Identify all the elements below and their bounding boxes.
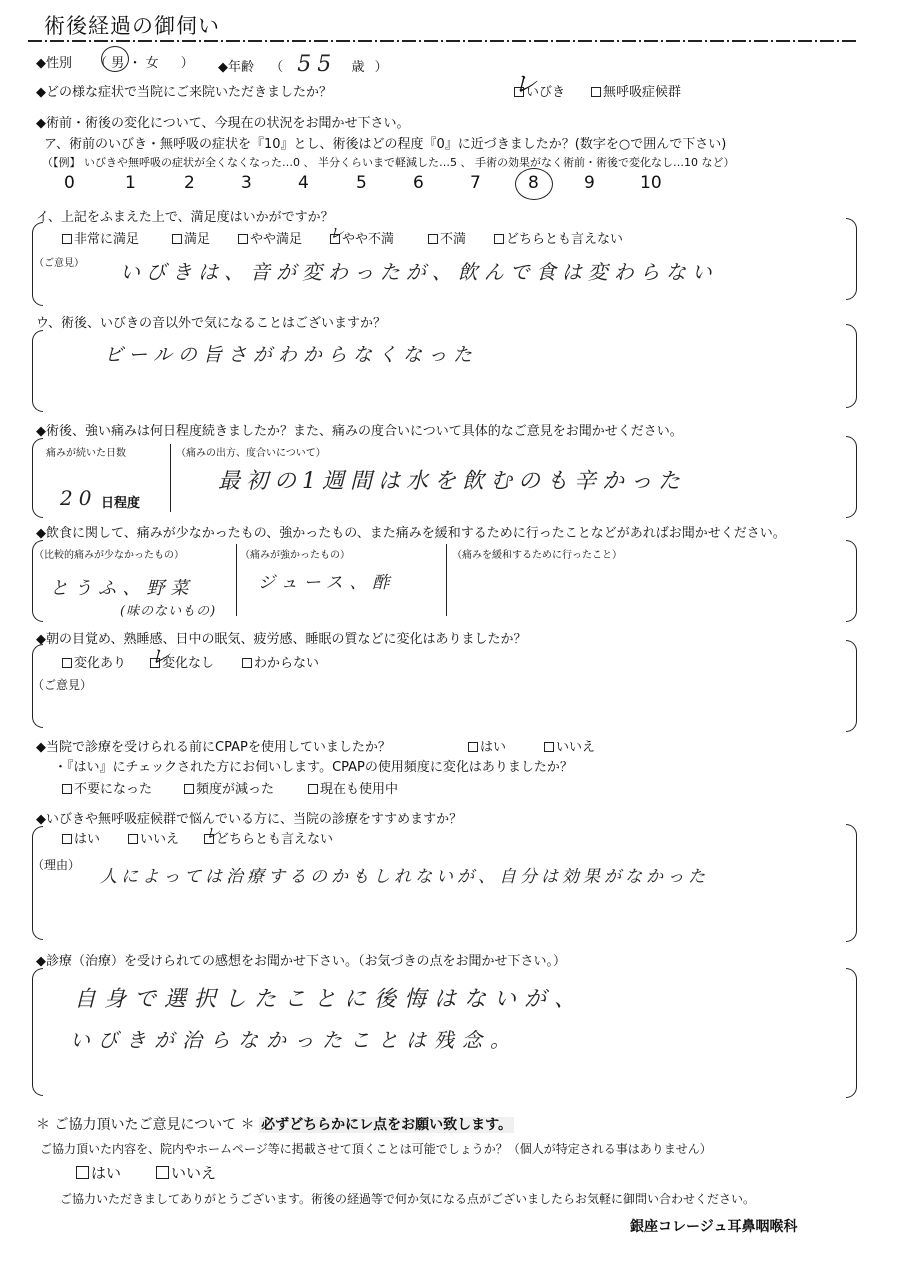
satisfaction-option-neither[interactable] bbox=[494, 228, 623, 247]
cpap-question: ◆当院で診療を受けられる前にCPAPを使用していましたか？ bbox=[36, 740, 391, 755]
checkbox[interactable] bbox=[172, 234, 182, 244]
scale-selection-circle bbox=[515, 168, 553, 200]
impression-answer-line1[interactable]: 自身で選択したことに後悔はないが、 bbox=[74, 987, 585, 1012]
scale-7[interactable]: 7 bbox=[470, 173, 481, 193]
other-bracket-left bbox=[32, 330, 43, 412]
checkbox[interactable] bbox=[128, 834, 138, 844]
checkbox[interactable] bbox=[238, 234, 248, 244]
food-col1-label: （比較的痛みが少なかったもの） bbox=[34, 550, 184, 561]
pain-days-value[interactable]: 20 bbox=[60, 486, 98, 510]
option-label: 変化なし bbox=[162, 656, 215, 671]
option-label: わからない bbox=[254, 656, 320, 671]
sleep-option-changed[interactable] bbox=[62, 652, 126, 671]
food-col2-label: （痛みが強かったもの） bbox=[240, 550, 350, 561]
food-divider-2 bbox=[446, 544, 447, 616]
food-col2-answer[interactable]: ジュース、酢 bbox=[258, 573, 396, 593]
recommend-reason-label: （理由） bbox=[32, 858, 81, 872]
option-label: 不要になった bbox=[74, 782, 153, 797]
impression-question: ◆診療（治療）を受けられての感想をお聞かせ下さい。（お気づきの点をお聞かせ下さい。） bbox=[36, 954, 566, 969]
checkbox[interactable] bbox=[184, 784, 194, 794]
food-divider-1 bbox=[236, 544, 237, 616]
cooperation-heading bbox=[36, 1114, 514, 1134]
checkbox[interactable] bbox=[428, 234, 438, 244]
recommend-reason[interactable]: 人によっては治療するのかもしれないが、自分は効果がなかった bbox=[100, 867, 709, 887]
checkbox[interactable] bbox=[156, 1166, 169, 1179]
recommend-option-yes[interactable] bbox=[62, 828, 100, 847]
checkbox[interactable] bbox=[76, 1166, 89, 1179]
scale-8[interactable]: 8 bbox=[528, 173, 539, 193]
check-mark: レ bbox=[205, 824, 221, 842]
recommend-question: ◆いびきや無呼吸症候群で悩んでいる方に、当院の診療をすすめますか？ bbox=[36, 812, 463, 827]
food-col1-answer-note[interactable]: (味のないもの) bbox=[120, 604, 217, 619]
pain-detail-label: （痛みの出方、度合いについて） bbox=[176, 448, 326, 459]
cpap-subquestion: ・『はい』にチェックされた方にお伺いします。CPAPの使用頻度に変化はありましたか？ bbox=[54, 760, 573, 775]
satisfaction-opinion[interactable]: いびきは、音が変わったが、飲んで食は変わらない bbox=[120, 260, 718, 284]
sex-label: ◆性別 bbox=[36, 56, 72, 71]
sex-option-male[interactable]: 男 bbox=[111, 56, 125, 71]
cooperation-question: ご協力頂いた内容を、院内やホームページ等に掲載させて頂くことは可能でしょうか？（個人が特定される事はありません） bbox=[40, 1142, 712, 1156]
checkbox[interactable] bbox=[494, 234, 504, 244]
page-title: 術後経過の御伺い bbox=[44, 14, 220, 38]
checkbox[interactable] bbox=[591, 87, 601, 97]
food-col3-label: （痛みを緩和するために行ったこと） bbox=[452, 550, 622, 561]
symptom-question: ◆どの様な症状で当院にご来院いただきましたか？ bbox=[36, 85, 332, 100]
scale-2[interactable]: 2 bbox=[184, 173, 195, 193]
scale-3[interactable]: 3 bbox=[241, 173, 252, 193]
other-bracket-right bbox=[846, 324, 857, 408]
satisfaction-option-somewhat-satisfied[interactable] bbox=[238, 228, 302, 247]
cpap-option-yes[interactable] bbox=[468, 736, 506, 755]
sex-option-female[interactable]: 女 bbox=[145, 56, 159, 71]
sleep-opinion-label: （ご意見） bbox=[32, 678, 93, 692]
cooperation-option-yes[interactable] bbox=[76, 1162, 121, 1183]
clinic-name: 銀座コレージュ耳鼻咽喉科 bbox=[630, 1219, 798, 1235]
pain-divider bbox=[170, 444, 171, 512]
title-underline bbox=[28, 38, 858, 44]
checkbox[interactable] bbox=[62, 834, 72, 844]
food-bracket-right bbox=[846, 540, 857, 622]
option-label: 変化あり bbox=[74, 656, 127, 671]
option-label: どちらとも言えない bbox=[216, 832, 334, 847]
scale-0[interactable]: 0 bbox=[64, 173, 75, 193]
pain-bracket-right bbox=[846, 436, 857, 518]
satisfaction-opinion-label: （ご意見） bbox=[34, 258, 84, 269]
scale-9[interactable]: 9 bbox=[584, 173, 595, 193]
satisfaction-bracket-right bbox=[846, 218, 857, 300]
recommend-bracket-left bbox=[32, 826, 43, 940]
checkbox[interactable] bbox=[62, 234, 72, 244]
impression-bracket-right bbox=[846, 968, 857, 1098]
option-label: 不満 bbox=[440, 232, 467, 247]
cpap-option-no[interactable] bbox=[544, 736, 595, 755]
pain-bracket-left bbox=[32, 438, 43, 518]
option-label: やや満足 bbox=[250, 232, 303, 247]
checkbox[interactable] bbox=[62, 784, 72, 794]
option-label: はい bbox=[74, 832, 101, 847]
check-mark: レ bbox=[513, 70, 537, 98]
age-open: （ bbox=[270, 60, 284, 75]
checkbox[interactable] bbox=[242, 658, 252, 668]
impression-answer-line2[interactable]: いびきが治らなかったことは残念。 bbox=[70, 1028, 518, 1052]
cooperation-heading-text: ＊ ご協力頂いたご意見について ＊ bbox=[36, 1117, 255, 1133]
change-question-intro: ◆術前・術後の変化について、今現在の状況をお聞かせ下さい。 bbox=[36, 116, 410, 131]
age-label: ◆年齢 bbox=[218, 60, 254, 75]
sex-open: （ bbox=[94, 56, 108, 71]
other-concerns-question: ウ、術後、いびきの音以外で気になることはございますか？ bbox=[36, 316, 386, 331]
pain-days-unit: 日程度 bbox=[101, 496, 141, 511]
cooperation-heading-emphasis: 必ずどちらかにレ点をお願い致します。 bbox=[261, 1117, 512, 1133]
option-label: やや不満 bbox=[342, 232, 395, 247]
satisfaction-option-dissatisfied[interactable] bbox=[428, 228, 466, 247]
checkbox[interactable] bbox=[544, 742, 554, 752]
sex-selection-circle bbox=[101, 46, 129, 72]
scale-4[interactable]: 4 bbox=[298, 173, 309, 193]
satisfaction-option-very-satisfied[interactable] bbox=[62, 228, 139, 247]
age-value[interactable]: 55 bbox=[297, 52, 338, 77]
sex-separator: ・ bbox=[128, 56, 142, 71]
satisfaction-question: イ、上記をふまえた上で、満足度はいかがですか？ bbox=[36, 210, 334, 225]
sleep-question: ◆朝の目覚め、熟睡感、日中の眠気、疲労感、睡眠の質などに変化はありましたか？ bbox=[36, 632, 527, 647]
age-field bbox=[218, 52, 388, 77]
checkbox[interactable] bbox=[468, 742, 478, 752]
cpap-option-still-using[interactable] bbox=[308, 778, 398, 797]
pain-days-label: 痛みが続いた日数 bbox=[46, 448, 126, 459]
option-label: いいえ bbox=[171, 1164, 217, 1182]
option-label: いいえ bbox=[140, 832, 180, 847]
check-mark: レ bbox=[150, 644, 170, 668]
option-label: どちらとも言えない bbox=[506, 232, 624, 247]
age-unit: 歳 bbox=[351, 60, 365, 75]
check-mark: レ bbox=[329, 224, 345, 242]
symptom-option-snoring-label: いびき bbox=[526, 85, 566, 100]
scale-10[interactable]: 10 bbox=[640, 173, 662, 193]
change-example: （【例】 いびきや無呼吸の症状が全くなくなった…0 、 半分くらいまで軽減した…5 、 手術の効果がなく術前・術後で変化なし…10 など） bbox=[42, 156, 735, 169]
impression-bracket-left bbox=[32, 968, 43, 1096]
change-question: ア、術前のいびき・無呼吸の症状を『10』とし、術後はどの程度『0』に近づきましたか？(数字を○で囲んで下さい) bbox=[44, 137, 727, 152]
option-label: 現在も使用中 bbox=[320, 782, 399, 797]
food-question: ◆飲食に関して、痛みが少なかったもの、強かったもの、また痛みを緩和するために行ったことなどがあればお聞かせください。 bbox=[36, 526, 786, 541]
pain-detail[interactable]: 最初の1週間は水を飲むのも辛かった bbox=[218, 469, 686, 494]
sleep-option-unknown[interactable] bbox=[242, 652, 319, 671]
option-label: いいえ bbox=[556, 740, 596, 755]
age-close: ） bbox=[374, 60, 388, 75]
option-label: はい bbox=[480, 740, 507, 755]
satisfaction-option-satisfied[interactable] bbox=[172, 228, 210, 247]
symptom-option-apnea[interactable] bbox=[591, 81, 681, 100]
recommend-option-neither[interactable] bbox=[204, 828, 333, 847]
sleep-bracket-right bbox=[846, 640, 857, 732]
symptom-option-apnea-label: 無呼吸症候群 bbox=[603, 85, 682, 100]
pain-question: ◆術後、強い痛みは何日程度続きましたか？また、痛みの度合いについて具体的なご意見をお聞かせください。 bbox=[36, 424, 683, 439]
cooperation-thanks: ご協力いただきましてありがとうございます。術後の経過等で何か気になる点がございましたらお気軽に御問い合わせください。 bbox=[60, 1192, 756, 1206]
option-label: 非常に満足 bbox=[74, 232, 140, 247]
food-col1-answer[interactable]: とうふ、野菜 bbox=[50, 578, 195, 599]
scale-5[interactable]: 5 bbox=[356, 173, 367, 193]
cpap-option-unnecessary[interactable] bbox=[62, 778, 152, 797]
scale-6[interactable]: 6 bbox=[413, 173, 424, 193]
other-concerns-answer[interactable]: ビールの旨さがわからなくなった bbox=[104, 344, 478, 366]
recommend-option-no[interactable] bbox=[128, 828, 179, 847]
sex-close: ） bbox=[180, 56, 194, 71]
checkbox[interactable] bbox=[308, 784, 318, 794]
cpap-option-reduced[interactable] bbox=[184, 778, 274, 797]
checkbox[interactable] bbox=[62, 658, 72, 668]
option-label: 頻度が減った bbox=[196, 782, 275, 797]
cooperation-option-no[interactable] bbox=[156, 1162, 216, 1183]
option-label: 満足 bbox=[184, 232, 211, 247]
scale-1[interactable]: 1 bbox=[125, 173, 136, 193]
recommend-bracket-right bbox=[846, 824, 857, 942]
option-label: はい bbox=[91, 1164, 122, 1182]
